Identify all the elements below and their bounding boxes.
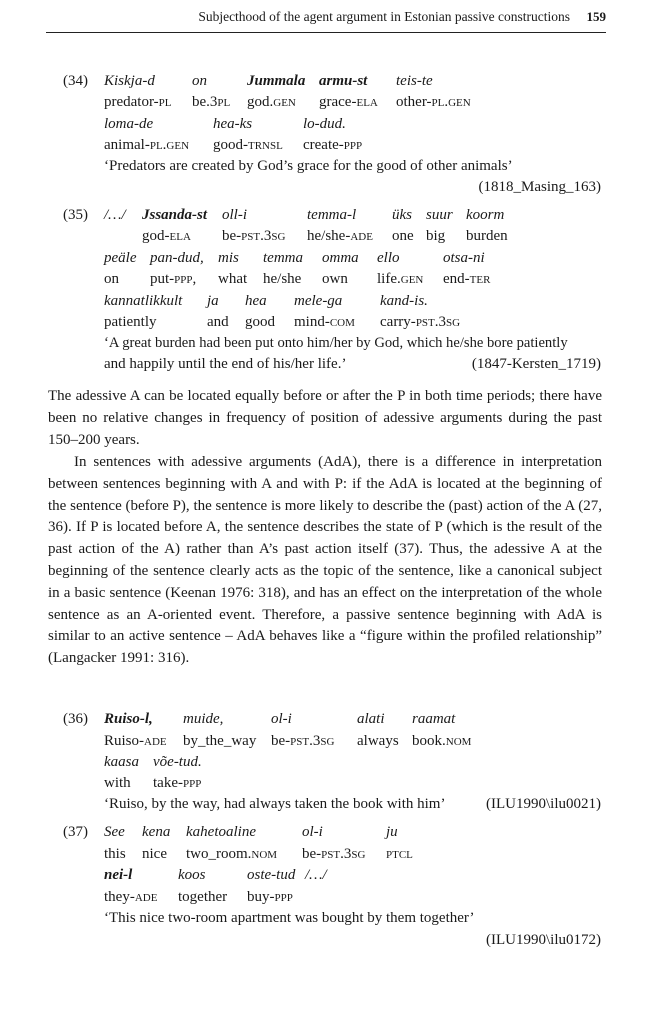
gloss-word: one: [392, 228, 414, 244]
gloss-word: he/she: [263, 271, 302, 287]
gloss-word: what: [218, 271, 248, 287]
gloss-word: this: [104, 846, 126, 862]
gloss-word: nice: [142, 846, 167, 862]
source-word: hea: [245, 293, 267, 309]
gloss-word: together: [178, 889, 228, 905]
gloss-word: burden: [466, 228, 508, 244]
gloss-word: with: [104, 775, 131, 791]
source-word: lo-dud.: [303, 116, 346, 132]
source-word: mele-ga: [294, 293, 343, 309]
gloss-word: be.3pl: [192, 94, 231, 110]
gloss-word: end-ter: [443, 271, 491, 287]
gloss-word: god-ela: [142, 228, 191, 244]
gloss-word: ptcl: [386, 846, 413, 862]
gloss-word: buy-ppp: [247, 889, 293, 905]
gloss-word: on: [104, 271, 119, 287]
page-number: 159: [586, 9, 606, 24]
example-source: (ILU1990\ilu0021): [486, 796, 601, 812]
source-word: suur: [426, 207, 453, 223]
source-word: See: [104, 824, 125, 840]
source-word: Kiskja-d: [104, 73, 155, 89]
body-paragraph: In sentences with adessive arguments (AdA), there is a difference in interpretation between sentences beginning with A and with P: if the AdA is located at the beginning of the sentence (before P), the sentence is more likely to describe the (past) action of the A (27, 36). If P is located before A, the sentence describes the state of P (which is the result of the past action of the A) rather than A’s past action itself (37). Thus, the adessive A at the beginning of the sentence clearly acts as the topic of the sentence, like a canonical subject in a basic sentence (Keenan 1976: 318), and has an effect on the interpretation of the whole sentence as an A-oriented event. Therefore, a passive sentence beginning with AdA is similar to an active sentence – AdA behaves like a “figure within the profiled relationship” (Langacker 1991: 316).: [48, 454, 602, 667]
gloss-word: life.gen: [377, 271, 424, 287]
source-word: kannatlikkult: [104, 293, 183, 309]
translation: ‘A great burden had been put onto him/her by God, which he/she bore patiently: [104, 335, 568, 351]
gloss-word: always: [357, 733, 399, 749]
source-word: muide,: [183, 711, 224, 727]
source-word: kahetoaline: [186, 824, 256, 840]
source-word: mis: [218, 250, 239, 266]
gloss-word: god.gen: [247, 94, 296, 110]
source-word: ol-i: [302, 824, 323, 840]
example-source: (ILU1990\ilu0172): [486, 932, 601, 948]
translation: ‘Predators are created by God’s grace for the good of other animals’: [104, 158, 513, 174]
source-word: on: [192, 73, 207, 89]
example-number: (34): [63, 73, 88, 89]
source-word: pan-dud,: [150, 250, 204, 266]
source-word: kaasa: [104, 754, 139, 770]
source-word: ja: [207, 293, 219, 309]
source-word: peäle: [104, 250, 137, 266]
gloss-word: animal-pl.gen: [104, 137, 190, 153]
source-word: raamat: [412, 711, 456, 727]
gloss-word: predator-pl: [104, 94, 172, 110]
translation: and happily until the end of his/her life.’: [104, 356, 347, 372]
gloss-word: carry-pst.3sg: [380, 314, 461, 330]
translation: ‘This nice two-room apartment was bought by them together’: [104, 910, 475, 926]
example-number: (36): [63, 711, 88, 727]
source-word: koos: [178, 867, 206, 883]
gloss-word: and: [207, 314, 229, 330]
source-word: ju: [386, 824, 398, 840]
gloss-word: other-pl.gen: [396, 94, 471, 110]
example-number: (35): [63, 207, 88, 223]
source-word: oll-i: [222, 207, 247, 223]
gloss-word: be-pst.3sg: [271, 733, 335, 749]
source-word: temma: [263, 250, 303, 266]
source-word: koorm: [466, 207, 505, 223]
running-title: Subjecthood of the agent argument in Estonian passive constructions: [198, 9, 570, 24]
source-word: loma-de: [104, 116, 154, 132]
gloss-word: good-trnsl: [213, 137, 283, 153]
gloss-word: he/she-ade: [307, 228, 373, 244]
source-word: omma: [322, 250, 359, 266]
source-word: ello: [377, 250, 400, 266]
gloss-word: patiently: [104, 314, 157, 330]
running-head: [46, 6, 606, 33]
gloss-word: put-ppp,: [150, 271, 197, 287]
gloss-word: be-pst.3sg: [222, 228, 286, 244]
gloss-word: grace-ela: [319, 94, 378, 110]
source-word: Jummala: [247, 73, 306, 89]
gloss-word: own: [322, 271, 348, 287]
source-word: alati: [357, 711, 385, 727]
source-word: otsa-ni: [443, 250, 485, 266]
body-paragraph: The adessive A can be located equally before or after the P in both time periods; there have been no relative changes in frequency of position of adessive arguments during the past 150–200 years.: [48, 388, 602, 448]
gloss-word: book.nom: [412, 733, 472, 749]
source-word: temma-l: [307, 207, 357, 223]
gloss-word: big: [426, 228, 446, 244]
source-word: Ruiso-l,: [104, 711, 153, 727]
source-word: Jssanda-st: [142, 207, 208, 223]
source-word: teis-te: [396, 73, 433, 89]
source-word: oste-tud: [247, 867, 296, 883]
source-word: võe-tud.: [153, 754, 202, 770]
translation: ‘Ruiso, by the way, had always taken the book with him’: [104, 796, 446, 812]
gloss-word: take-ppp: [153, 775, 202, 791]
source-word: armu-st: [319, 73, 368, 89]
example-source: (1818_Masing_163): [478, 179, 601, 195]
source-word: kand-is.: [380, 293, 428, 309]
gloss-word: they-ade: [104, 889, 158, 905]
source-word: /…/: [305, 867, 327, 883]
gloss-word: two_room.nom: [186, 846, 278, 862]
gloss-word: Ruiso-ade: [104, 733, 167, 749]
source-word: /…/: [104, 207, 126, 223]
gloss-word: good: [245, 314, 275, 330]
source-word: hea-ks: [213, 116, 253, 132]
source-word: ol-i: [271, 711, 292, 727]
source-word: nei-l: [104, 867, 133, 883]
source-word: kena: [142, 824, 171, 840]
gloss-word: create-ppp: [303, 137, 363, 153]
gloss-word: by_the_way: [183, 733, 257, 749]
example-number: (37): [63, 824, 88, 840]
gloss-word: mind-com: [294, 314, 355, 330]
gloss-word: be-pst.3sg: [302, 846, 366, 862]
source-word: üks: [392, 207, 412, 223]
example-source: (1847-Kersten_1719): [471, 356, 601, 372]
